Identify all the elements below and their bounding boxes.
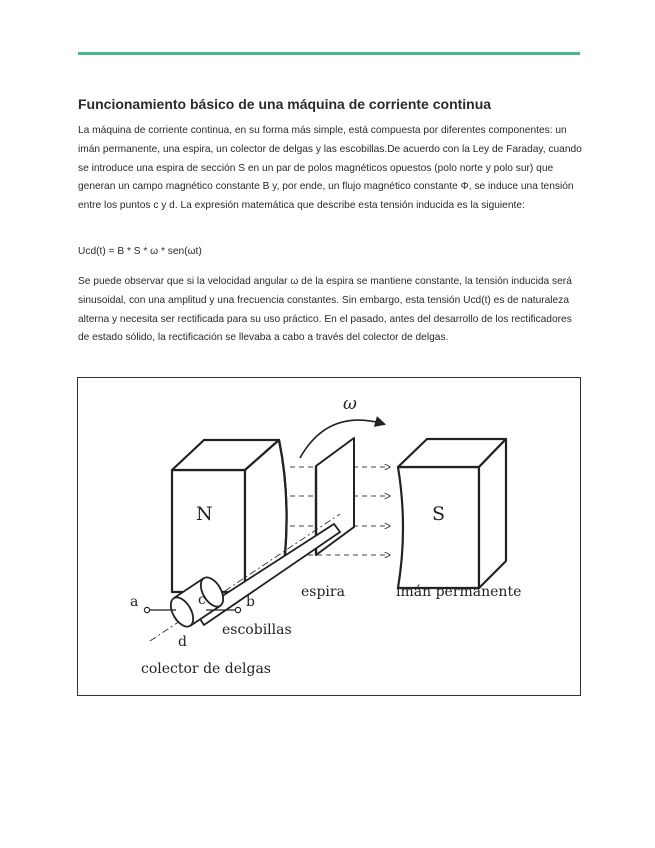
point-b-label: b: [246, 594, 255, 610]
south-label: S: [432, 503, 446, 525]
escobillas-label: escobillas: [222, 622, 292, 638]
intro-paragraph: La máquina de corriente continua, en su forma más simple, está compuesta por diferentes componentes: un imán permanente, una espira, un colector de delgas y las escobillas.De acuerdo con la Ley de Faraday, cuando se introduce una espira de sección S en un par de polos magnéticos opuestos (polo norte y polo sur) que generan un campo magnético constante B y, por ende, un flujo magnético constante Φ, se induce una tensión entre los puntos c y d. La expresión matemática que describe esta tensión inducida es la siguiente:: [78, 125, 582, 212]
south-magnet: [398, 439, 506, 588]
dc-machine-figure: [77, 377, 581, 696]
point-a-label: a: [130, 594, 139, 610]
north-label: N: [196, 503, 213, 525]
point-d-label: d: [178, 634, 187, 650]
section-title: Funcionamiento básico de una máquina de corriente continua: [78, 96, 492, 112]
rectification-paragraph: Se puede observar que si la velocidad angular ω de la espira se mantiene constante, la tensión inducida será sinusoidal, con una amplitud y una frecuencia constantes. Sin embargo, esta tensión Ucd(t) es de naturaleza alterna y necesita ser rectificada para su uso práctico. En el pasado, antes del desarrollo de los rectificadores de estado sólido, la rectificación se llevaba a cabo a través del colector de delgas.: [78, 276, 572, 344]
colector-label: colector de delgas: [141, 661, 271, 677]
dc-machine-diagram: [78, 378, 580, 695]
header-accent-rule: [78, 52, 580, 55]
point-c-label: c: [198, 592, 206, 608]
omega-label: ω: [343, 394, 357, 414]
iman-label: imán permanente: [396, 584, 522, 600]
espira-label: espira: [301, 584, 345, 600]
induced-voltage-formula: Ucd(t) = B * S * ω * sen(ωt): [78, 246, 202, 257]
